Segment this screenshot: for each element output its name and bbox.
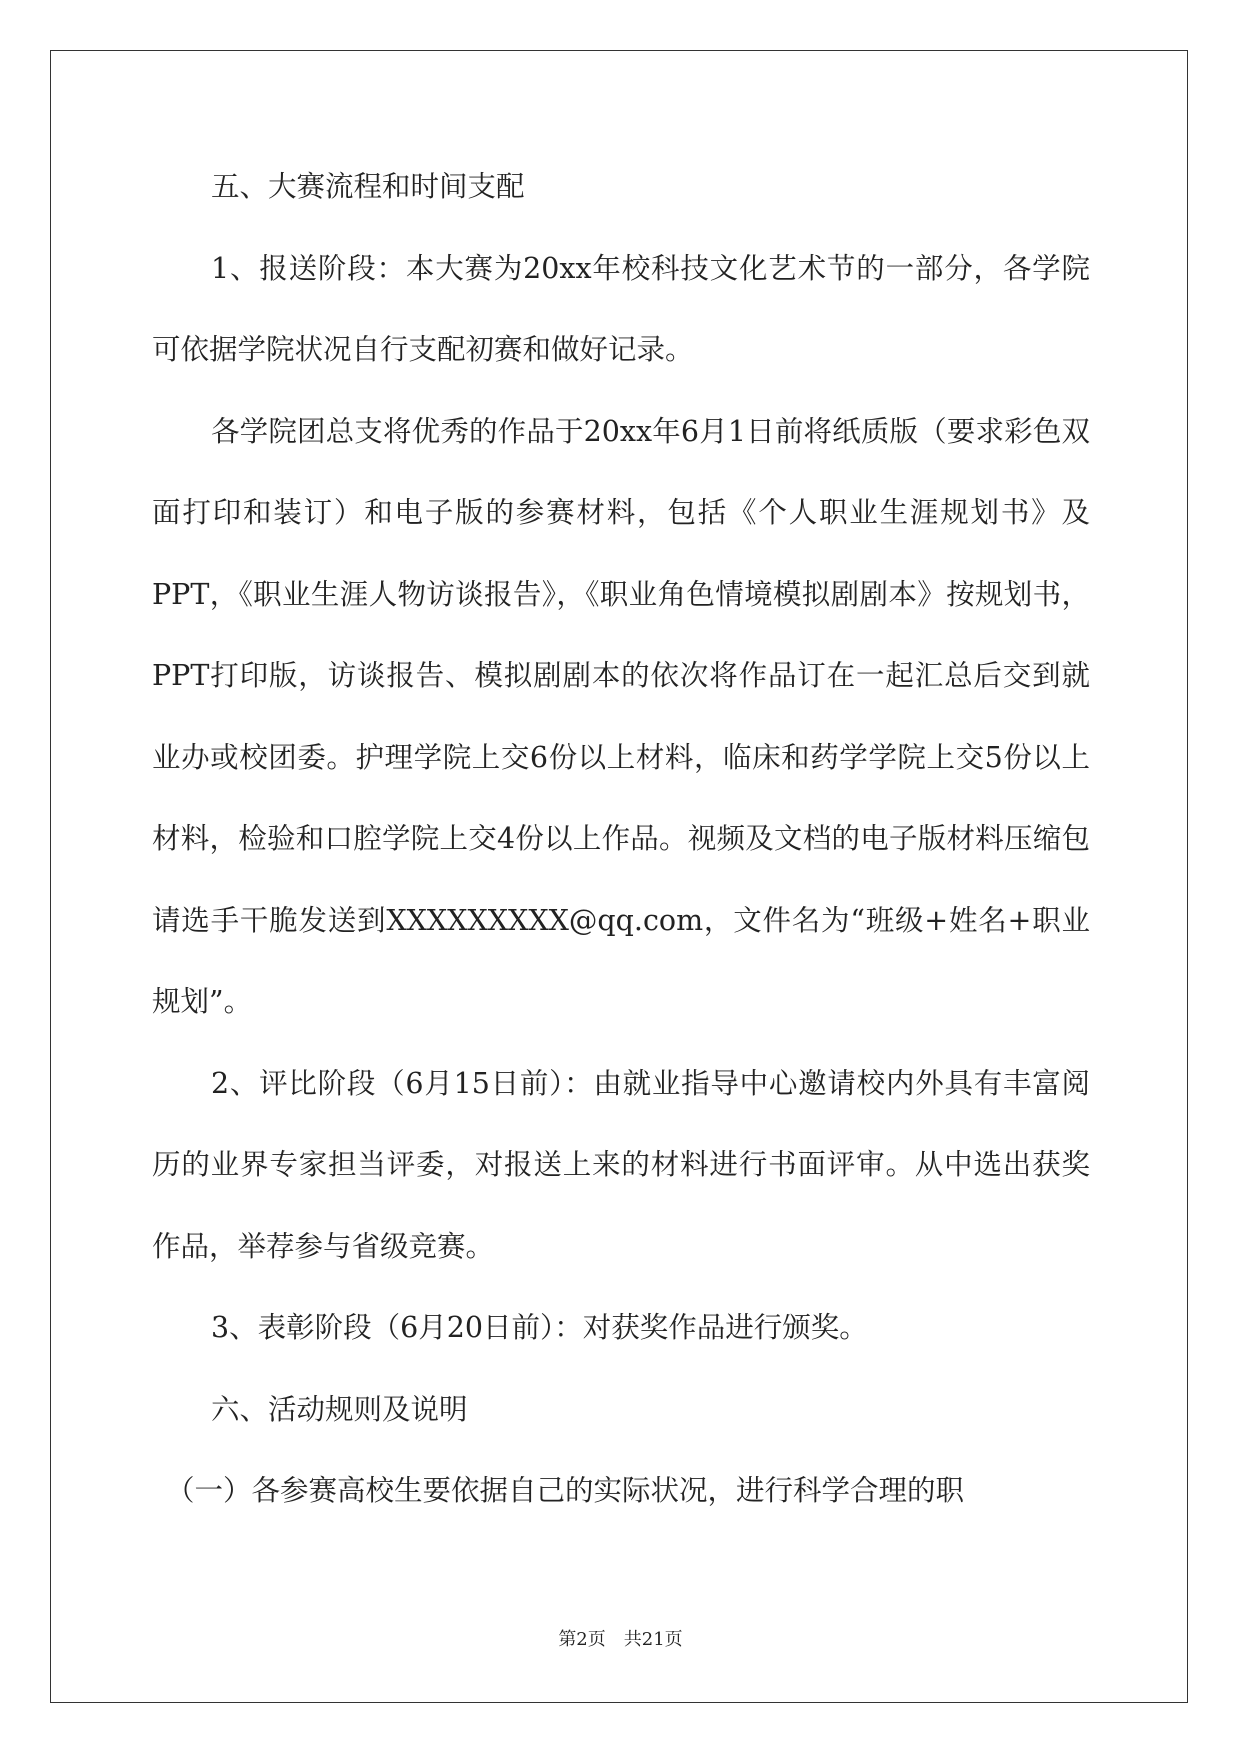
paragraph: 各学院团总支将优秀的作品于20xx年6月1日前将纸质版（要求彩色双面打印和装订）和电子版的参赛材料，包括《个人职业生涯规划书》及PPT，《职业生涯人物访谈报告》，《职业角色情境模拟剧剧本》按规划书，PPT打印版，访谈报告、模拟剧剧本的依次将作品订在一起汇总后交到就业办或校团委。护理学院上交6份以上材料，临床和药学学院上交5份以上材料，检验和口腔学院上交4份以上作品。视频及文档的电子版材料压缩包请选手干脆发送到XXXXXXXXX@qq.com，文件名为“班级+姓名+职业规划”。 <box>152 414 1090 1018</box>
paragraph: 1、报送阶段：本大赛为20xx年校科技文化艺术节的一部分，各学院可依据学院状况自行支配初赛和做好记录。 <box>152 251 1090 366</box>
paragraph: 3、表彰阶段（6月20日前）：对获奖作品进行颁奖。 <box>211 1311 868 1344</box>
paragraph: （一）各参赛高校生要依据自己的实际状况，进行科学合理的职 <box>166 1474 965 1507</box>
document-body <box>152 146 1090 1532</box>
page-number-footer: 第2页 共21页 <box>558 1629 683 1650</box>
section-heading: 六、活动规则及说明 <box>211 1392 468 1426</box>
section-heading: 五、大赛流程和时间支配 <box>211 170 525 203</box>
paragraph: 2、评比阶段（6月15日前）：由就业指导中心邀请校内外具有丰富阅历的业界专家担当评委，对报送上来的材料进行书面评审。从中选出获奖作品，举荐参与省级竞赛。 <box>152 1066 1090 1263</box>
